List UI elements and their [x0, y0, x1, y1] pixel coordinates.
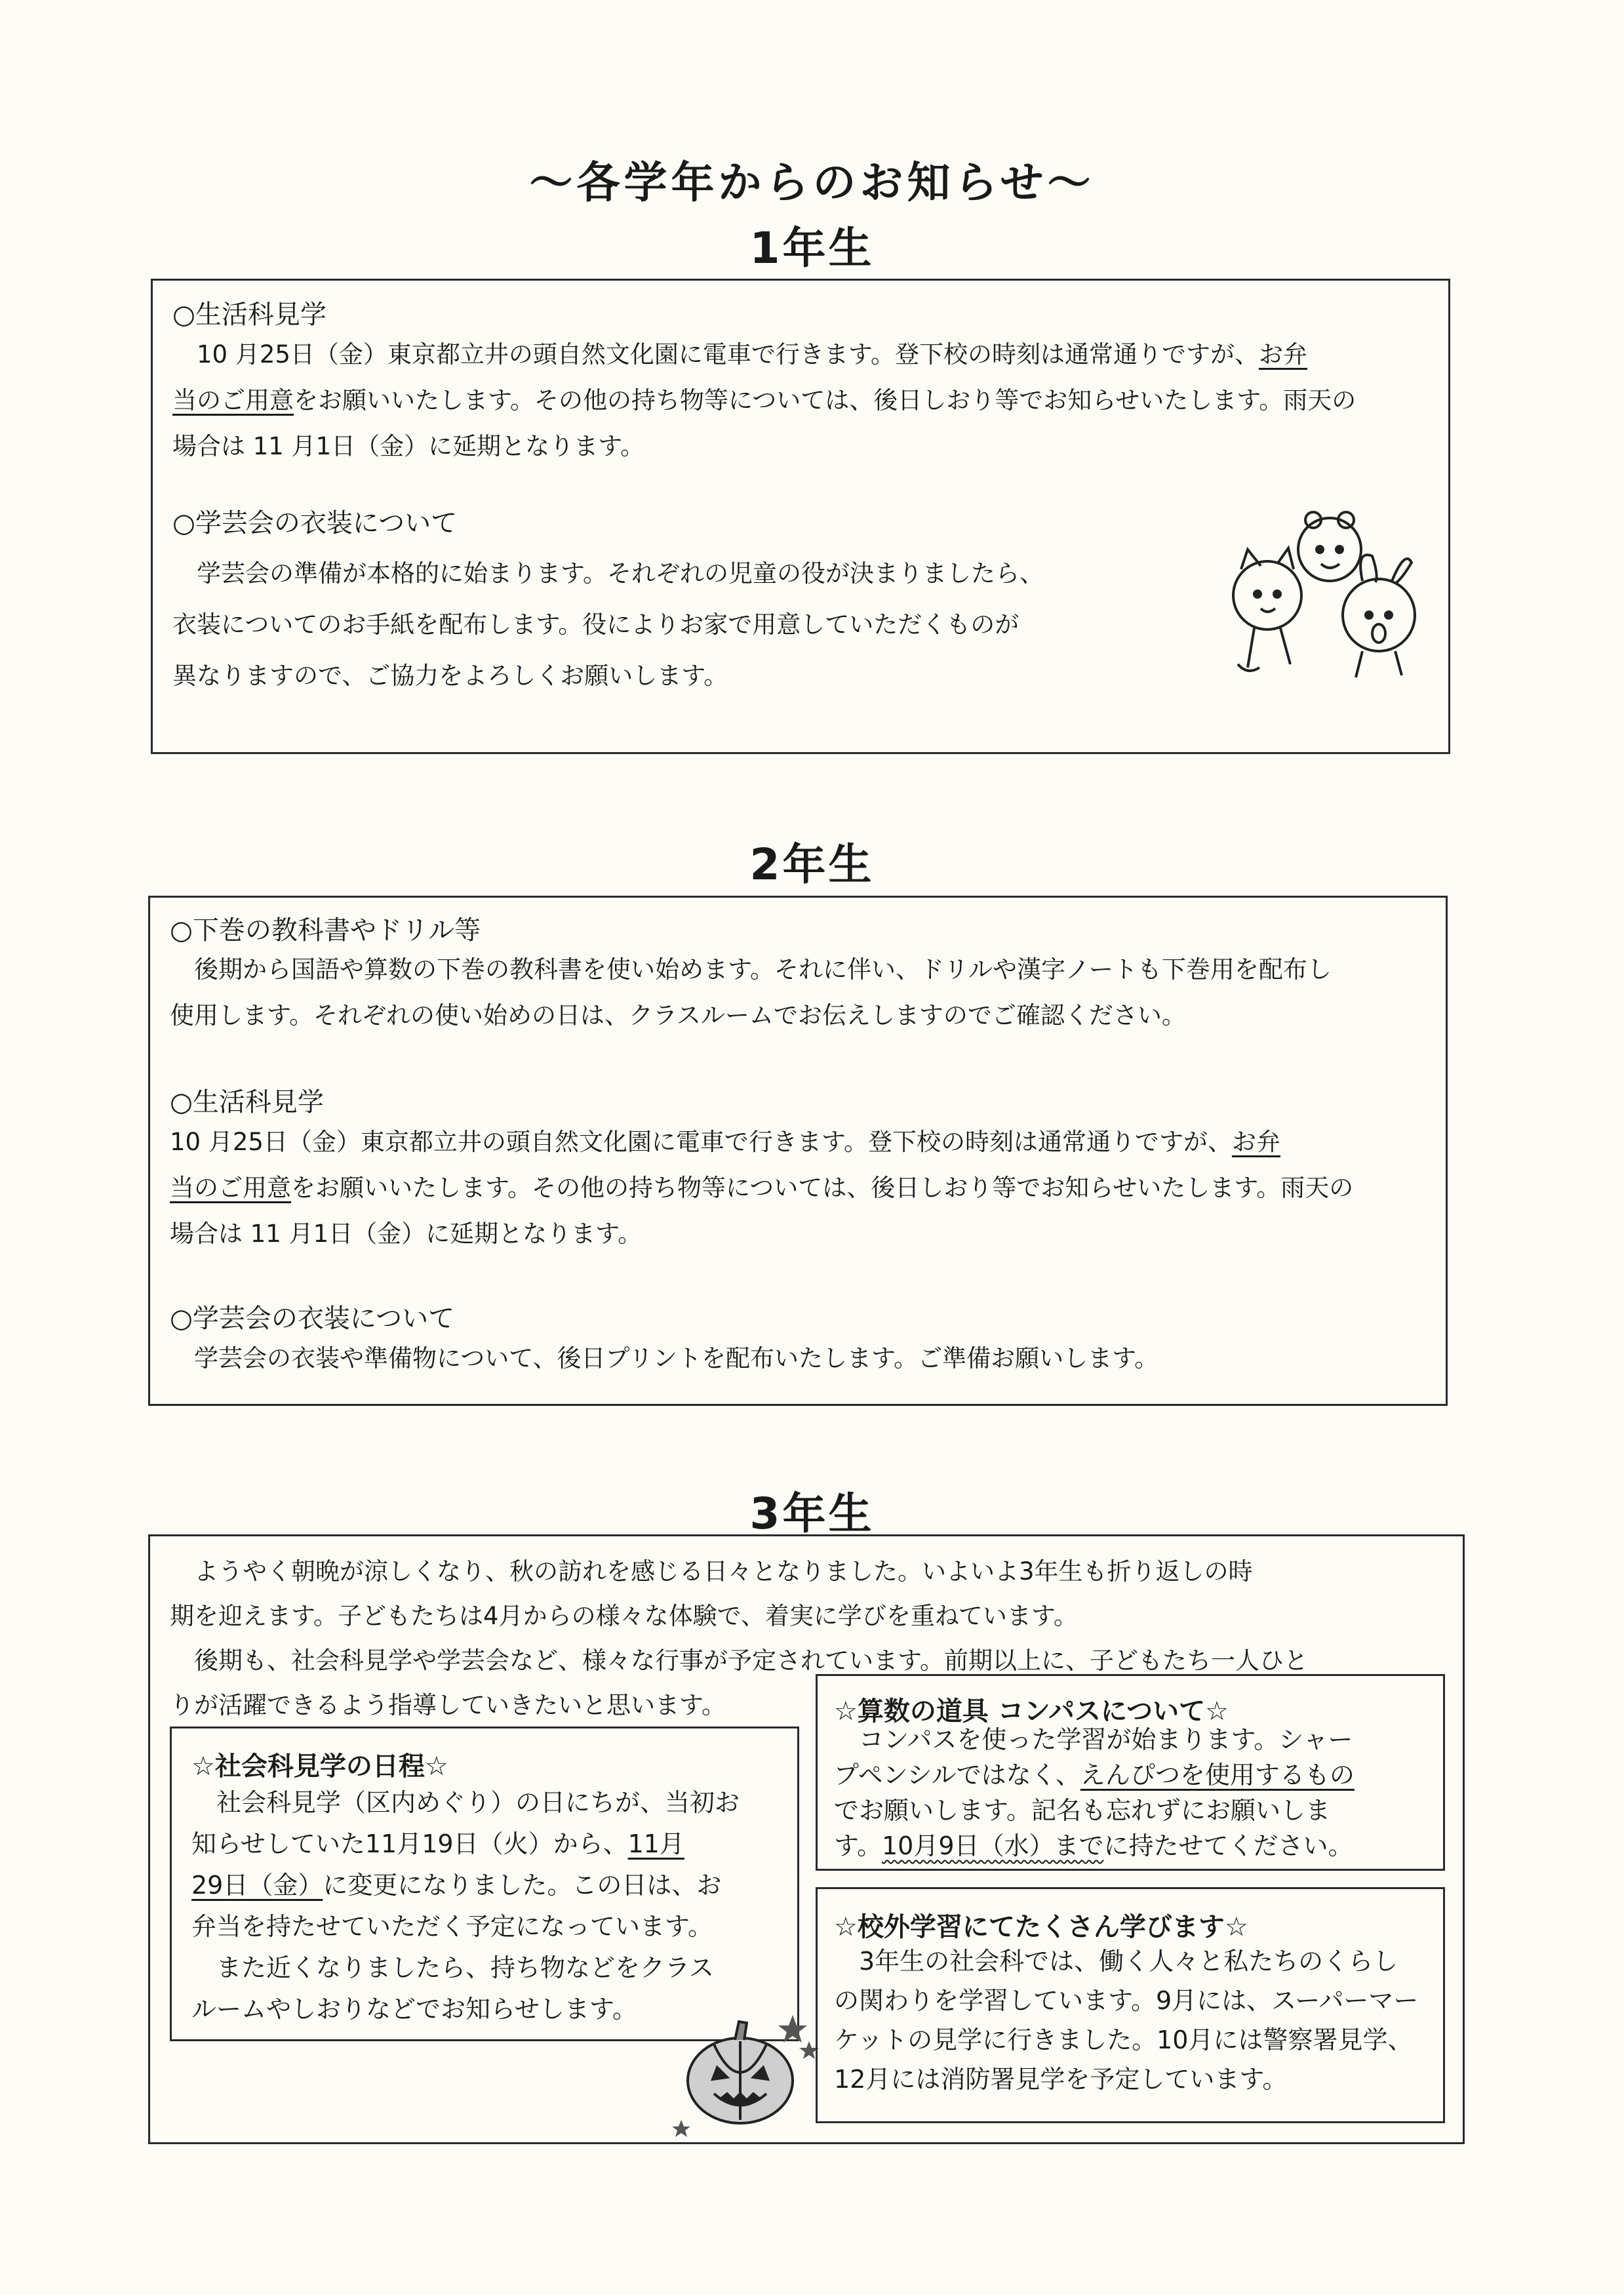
social-trip-box	[170, 1726, 799, 2041]
outing-title: ☆校外学習にてたくさん学びます☆	[834, 1912, 1248, 1942]
grade2-field-trip-text: 10 月25日（金）東京都立井の頭自然文化園に電車で行きます。登下校の時刻は通常通りですが、お弁 当のご用意をお願いいたします。その他の持ち物等については、後日しおり等でお知らせいたします。雨天の 場合は 11 月1日（金）に延期となります。	[170, 1128, 1354, 1248]
grade3-heading: 3年生	[749, 1488, 875, 1539]
grade1-costume-title: ○学芸会の衣装について	[172, 508, 458, 538]
page-title: 〜各学年からのお知らせ〜	[529, 157, 1095, 208]
outing-text: 3年生の社会科では、働く人々と私たちのくらし の関わりを学習しています。9月には、スーパーマー ケットの見学に行きました。10月には警察署見学、 12月には消防署見学を予定しています。	[834, 1947, 1419, 2094]
pumpkin-illustration	[662, 1995, 832, 2140]
grade2-textbook-text: 後期から国語や算数の下巻の教科書を使い始めます。それに伴い、ドリルや漢字ノートも下巻用を配布し 使用します。それぞれの使い始めの日は、クラスルームでお伝えしますのでご確認ください。	[170, 955, 1332, 1029]
grade2-heading: 2年生	[749, 839, 875, 890]
grade2-field-trip-title: ○生活科見学	[170, 1087, 324, 1117]
grade2-costume-title: ○学芸会の衣装について	[170, 1304, 455, 1334]
compass-title: ☆算数の道具 コンパスについて☆	[834, 1696, 1229, 1726]
grade1-field-trip-title: ○生活科見学	[172, 300, 327, 330]
grade1-costume-text: 学芸会の準備が本格的に始まります。それぞれの児童の役が決まりましたら、 衣装についてのお手紙を配布します。役によりお家で用意していただくものが 異なりますので、ご協力をよろしくお願いします。	[172, 559, 1044, 690]
grade2-costume-text: 学芸会の衣装や準備物について、後日プリントを配布いたします。ご準備お願いします。	[170, 1344, 1159, 1372]
compass-text: コンパスを使った学習が始まります。シャー プペンシルではなく、えんぴつを使用するもの でお願いします。記名も忘れずにお願いしま す。10月9日（水）までに持たせてください。	[834, 1725, 1355, 1860]
grade2-box	[148, 896, 1448, 1406]
grade3-box	[148, 1534, 1465, 2144]
grade1-field-trip-text: 10 月25日（金）東京都立井の頭自然文化園に電車で行きます。登下校の時刻は通常通りですが、お弁 当のご用意をお願いいたします。その他の持ち物等については、後日しおり等でお知らせいたします。雨天の 場合は 11 月1日（金）に延期となります。	[172, 340, 1357, 460]
grade3-intro-text: ようやく朝晩が涼しくなり、秋の訪れを感じる日々となりました。いよいよ3年生も折り返しの時 期を迎えます。子どもたちは4月からの様々な体験で、着実に学びを重ねています。 後期も、社会科見学や学芸会など、様々な行事が予定されています。前期以上に、子どもたち一人ひと りが活躍できるよう指導していきたいと思います。	[170, 1557, 1309, 1719]
social-trip-text: 社会科見学（区内めぐり）の日にちが、当初お 知らせしていた11月19日（火）から、11月 29日（金）に変更になりました。この日は、お 弁当を持たせていただく予定になっています。 また近くなりましたら、持ち物などをクラス ルームやしおりなどでお知らせします。	[191, 1788, 740, 2024]
grade1-box	[151, 279, 1450, 754]
grade2-textbook-title: ○下巻の教科書やドリル等	[170, 915, 481, 946]
children-illustration	[1215, 504, 1425, 687]
social-trip-title: ☆社会科見学の日程☆	[191, 1751, 448, 1782]
grade1-heading: 1年生	[749, 223, 875, 273]
outing-box	[816, 1887, 1445, 2123]
compass-box	[816, 1674, 1445, 1871]
